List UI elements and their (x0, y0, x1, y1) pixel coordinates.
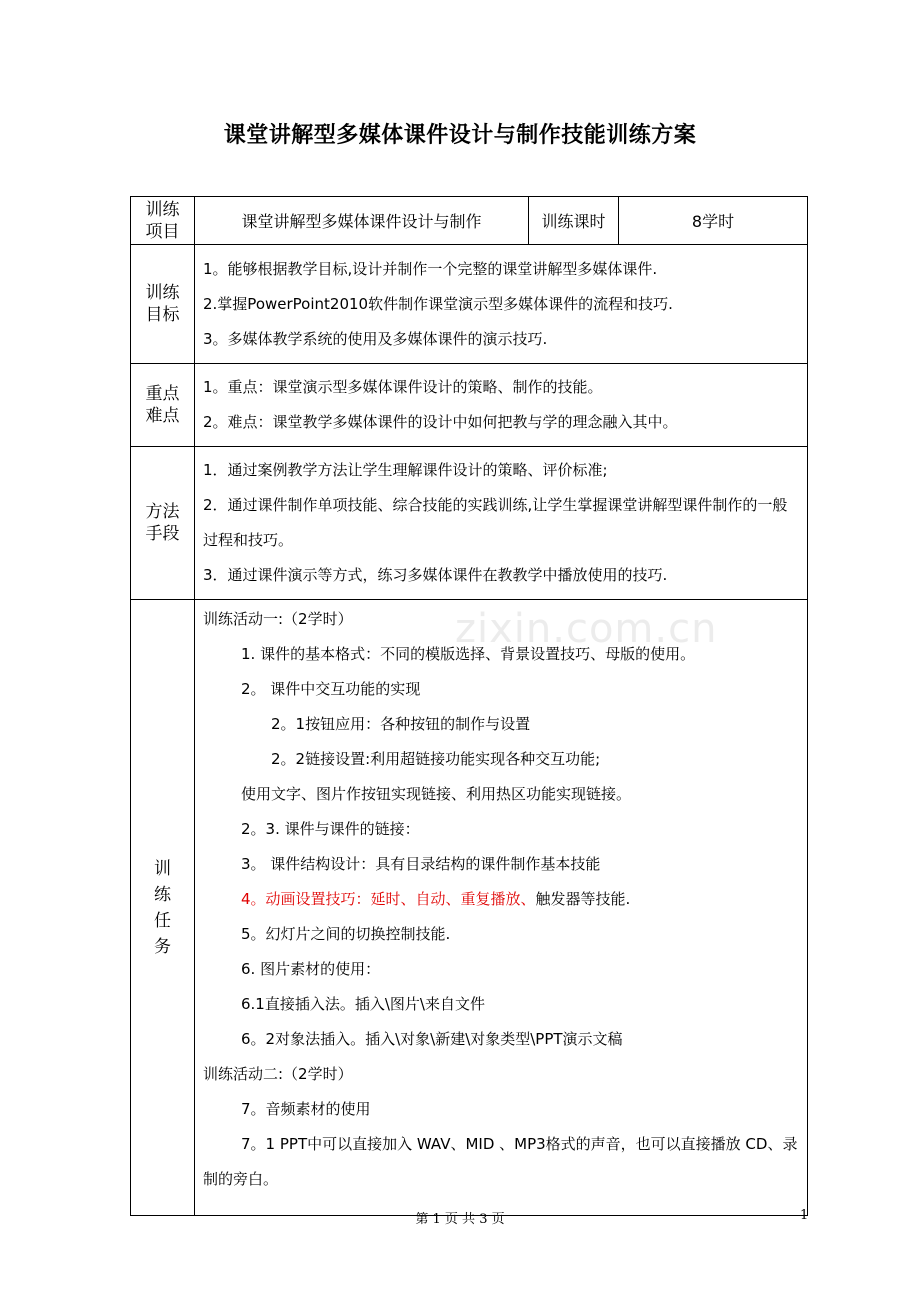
keypoint-item: 2。难点：课堂教学多媒体课件的设计中如何把教与学的理念融入其中。 (203, 413, 678, 431)
methods-label-line2: 手段 (145, 524, 180, 544)
task-line-tail: 触发器等技能. (535, 890, 631, 908)
methods-label-line1: 方法 (145, 502, 180, 522)
tasks-label-char: 任 (154, 910, 171, 931)
task-line: 6.1直接插入法。插入\图片\来自文件 (241, 995, 485, 1013)
methods-row (131, 447, 808, 600)
document-title: 课堂讲解型多媒体课件设计与制作技能训练方案 (223, 123, 697, 148)
activity-heading: 训练活动一:（2学时） (203, 610, 353, 628)
goal-item: 1。能够根据教学目标,设计并制作一个完整的课堂讲解型多媒体课件. (203, 259, 658, 278)
keypoints-label-line2: 难点 (145, 406, 180, 426)
page-number: 1 (800, 1208, 809, 1223)
project-label (131, 197, 195, 245)
activity-heading: 训练活动二:（2学时） (203, 1065, 353, 1083)
page-footer: 第 1 页 共 3 页 (415, 1212, 505, 1227)
task-line: 2。3. 课件与课件的链接： (241, 820, 420, 838)
project-row (131, 197, 808, 245)
keypoint-item: 1。重点：课堂演示型多媒体课件设计的策略、制作的技能。 (203, 378, 603, 396)
task-line-highlight (203, 882, 799, 917)
goals-content (195, 245, 808, 364)
tasks-label-char: 练 (154, 884, 171, 905)
methods-label (131, 447, 195, 600)
goals-label-line1: 训练 (145, 283, 180, 303)
task-line: 7。音频素材的使用 (241, 1100, 371, 1118)
tasks-content (195, 600, 808, 1216)
hours-label: 训练课时 (529, 197, 619, 245)
keypoints-label (131, 364, 195, 447)
watermark: zixin.com.cn (455, 606, 718, 652)
tasks-label-char: 务 (154, 936, 171, 957)
project-name: 课堂讲解型多媒体课件设计与制作 (195, 197, 529, 245)
goals-label-line2: 目标 (145, 305, 180, 325)
method-item: 1．通过案例教学方法让学生理解课件设计的策略、评价标准; (203, 461, 608, 479)
methods-content (195, 447, 808, 600)
task-line: 使用文字、图片作按钮实现链接、利用热区功能实现链接。 (241, 785, 632, 803)
tasks-label (131, 600, 195, 1216)
hours-value: 8学时 (619, 197, 808, 245)
project-label-line2: 项目 (145, 221, 180, 242)
keypoints-row (131, 364, 808, 447)
tasks-label-char: 训 (154, 858, 171, 879)
goals-row (131, 245, 808, 364)
task-line: 2。2链接设置:利用超链接功能实现各种交互功能; (271, 750, 601, 768)
task-line: 1. 课件的基本格式：不同的模版选择、背景设置技巧、母版的使用。 (241, 645, 696, 663)
goal-item: 3。多媒体教学系统的使用及多媒体课件的演示技巧. (203, 329, 548, 348)
task-line: 5。幻灯片之间的切换控制技能. (241, 925, 451, 943)
task-line: 6. 图片素材的使用： (241, 960, 381, 978)
tasks-row (131, 600, 808, 1216)
task-line: 2。 课件中交互功能的实现 (241, 680, 421, 698)
task-line-red-part: 4。动画设置技巧：延时、自动、重复播放、 (241, 890, 536, 908)
task-line: 7。1 PPT中可以直接加入 WAV、MID 、MP3格式的声音，也可以直接播放 CD、录制的旁白。 (203, 1135, 798, 1188)
task-line: 6。2对象法插入。插入\对象\新建\对象类型\PPT演示文稿 (241, 1030, 623, 1048)
project-label-line1: 训练 (145, 199, 180, 220)
task-line: 2。1按钮应用：各种按钮的制作与设置 (271, 715, 531, 733)
goals-label (131, 245, 195, 364)
method-item: 2．通过课件制作单项技能、综合技能的实践训练,让学生掌握课堂讲解型课件制作的一般过程和技巧。 (203, 496, 788, 549)
method-item: 3．通过课件演示等方式，练习多媒体课件在教教学中播放使用的技巧. (203, 566, 668, 584)
goal-item: 2.掌握PowerPoint2010软件制作课堂演示型多媒体课件的流程和技巧. (203, 294, 673, 313)
keypoints-label-line1: 重点 (145, 384, 180, 404)
training-plan-table (130, 196, 808, 1216)
keypoints-content (195, 364, 808, 447)
task-line: 3。 课件结构设计：具有目录结构的课件制作基本技能 (241, 855, 601, 873)
